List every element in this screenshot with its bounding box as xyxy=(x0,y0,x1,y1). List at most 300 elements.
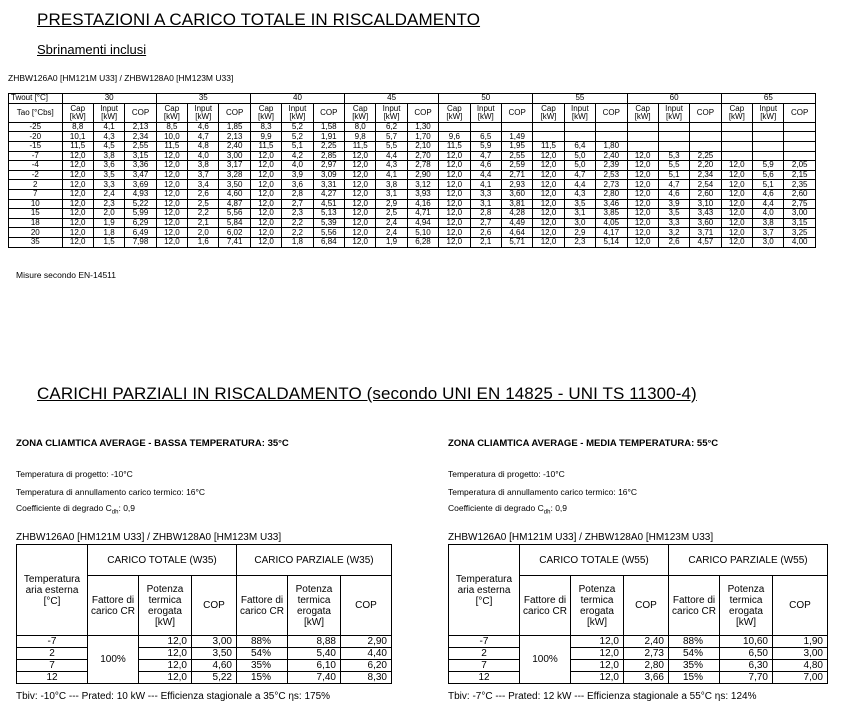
value-cell: 5,99 xyxy=(125,209,156,219)
table-row xyxy=(17,660,392,672)
value-cell: 3,81 xyxy=(501,199,532,209)
value-cell: 12,0 xyxy=(721,161,752,171)
value-cell: 12,0 xyxy=(627,151,658,161)
power-cell: 10,60 xyxy=(720,636,773,648)
table-row xyxy=(449,660,828,672)
value-cell: 5,56 xyxy=(219,209,250,219)
cr-cell: 15% xyxy=(669,672,720,684)
value-cell: 12,0 xyxy=(439,189,470,199)
partial-load-header: CARICO PARZIALE (W35) xyxy=(237,545,392,576)
value-cell: 4,93 xyxy=(125,189,156,199)
value-cell: 6,4 xyxy=(564,141,595,151)
value-cell: 1,30 xyxy=(407,122,438,132)
value-cell: 2,2 xyxy=(282,228,313,238)
value-cell: 9,8 xyxy=(345,132,376,142)
value-cell: 4,3 xyxy=(564,189,595,199)
value-cell: 12,0 xyxy=(533,180,564,190)
value-cell: 11,5 xyxy=(250,141,281,151)
value-cell: 4,00 xyxy=(784,237,816,247)
value-cell: 1,6 xyxy=(188,237,219,247)
value-cell: 12,0 xyxy=(439,237,470,247)
value-cell: 12,0 xyxy=(62,199,93,209)
value-cell: 3,93 xyxy=(407,189,438,199)
table-row xyxy=(9,218,816,228)
value-cell: 3,0 xyxy=(564,218,595,228)
value-cell: 5,1 xyxy=(282,141,313,151)
value-cell: 12,0 xyxy=(533,170,564,180)
value-cell: 3,47 xyxy=(125,170,156,180)
value-cell: 4,0 xyxy=(752,209,783,219)
left-partial-table xyxy=(16,544,392,684)
tao-cell: -25 xyxy=(9,122,63,132)
value-cell: 12,0 xyxy=(156,189,187,199)
power-cell: 7,70 xyxy=(720,672,773,684)
cr-cell: 88% xyxy=(669,636,720,648)
input-header: Input [kW] xyxy=(564,103,595,122)
value-cell: 6,02 xyxy=(219,228,250,238)
value-cell: 5,10 xyxy=(407,228,438,238)
value-cell: 2,73 xyxy=(596,180,627,190)
power-cell: 12,0 xyxy=(571,672,624,684)
value-cell: 9,9 xyxy=(250,132,281,142)
value-cell: 12,0 xyxy=(439,218,470,228)
value-cell: 12,0 xyxy=(156,199,187,209)
value-cell: 12,0 xyxy=(345,218,376,228)
value-cell xyxy=(564,122,595,132)
value-cell: 3,00 xyxy=(219,151,250,161)
value-cell: 12,0 xyxy=(721,209,752,219)
value-cell: 12,0 xyxy=(156,218,187,228)
value-cell: 5,0 xyxy=(564,151,595,161)
left-design-temp: Temperatura di progetto: -10°C xyxy=(16,469,133,479)
power-cell: 12,0 xyxy=(139,672,192,684)
value-cell xyxy=(784,132,816,142)
value-cell xyxy=(721,151,752,161)
value-cell: 3,0 xyxy=(752,237,783,247)
value-cell xyxy=(752,122,783,132)
value-cell: 2,71 xyxy=(501,170,532,180)
value-cell: 1,80 xyxy=(596,141,627,151)
twout-header: 60 xyxy=(627,94,721,104)
value-cell: 8,0 xyxy=(345,122,376,132)
table-row xyxy=(17,636,392,648)
value-cell: 12,0 xyxy=(62,151,93,161)
value-cell: 3,5 xyxy=(658,209,689,219)
cop-cell: 3,00 xyxy=(192,636,237,648)
cap-header: Cap [kW] xyxy=(627,103,658,122)
power-cell: 12,0 xyxy=(139,648,192,660)
value-cell: 2,85 xyxy=(313,151,344,161)
tao-cell: 10 xyxy=(9,199,63,209)
value-cell: 11,5 xyxy=(345,141,376,151)
value-cell: 2,1 xyxy=(188,218,219,228)
load-factor-header: Fattore di carico CR xyxy=(237,576,288,636)
load-factor-header: Fattore di carico CR xyxy=(520,576,571,636)
tao-cell: 35 xyxy=(9,237,63,247)
value-cell: 4,3 xyxy=(376,161,407,171)
value-cell: 1,95 xyxy=(501,141,532,151)
table-row xyxy=(9,228,816,238)
partial-load-header: CARICO PARZIALE (W55) xyxy=(669,545,828,576)
value-cell xyxy=(784,122,816,132)
value-cell: 12,0 xyxy=(533,151,564,161)
table-row xyxy=(9,209,816,219)
value-cell: 12,0 xyxy=(345,228,376,238)
value-cell: 5,0 xyxy=(564,161,595,171)
value-cell: 12,0 xyxy=(721,218,752,228)
value-cell: 12,0 xyxy=(156,180,187,190)
value-cell: 12,0 xyxy=(156,151,187,161)
value-cell: 5,3 xyxy=(658,151,689,161)
value-cell: 2,60 xyxy=(784,189,816,199)
value-cell: 12,0 xyxy=(250,218,281,228)
value-cell: 12,0 xyxy=(345,199,376,209)
value-cell: 3,69 xyxy=(125,180,156,190)
value-cell: 2,3 xyxy=(93,199,124,209)
cop-cell: 5,22 xyxy=(192,672,237,684)
value-cell: 12,0 xyxy=(345,209,376,219)
value-cell: 4,1 xyxy=(93,122,124,132)
value-cell: 3,8 xyxy=(188,161,219,171)
value-cell: 1,49 xyxy=(501,132,532,142)
value-cell: 1,58 xyxy=(313,122,344,132)
value-cell: 4,2 xyxy=(282,151,313,161)
table-row xyxy=(17,672,392,684)
twout-header: 55 xyxy=(533,94,627,104)
value-cell: 12,0 xyxy=(439,199,470,209)
value-cell: 12,0 xyxy=(250,151,281,161)
value-cell: 12,0 xyxy=(533,237,564,247)
tao-cell: -20 xyxy=(9,132,63,142)
value-cell: 4,1 xyxy=(376,170,407,180)
value-cell: 3,85 xyxy=(596,209,627,219)
value-cell xyxy=(721,141,752,151)
value-cell: 12,0 xyxy=(627,189,658,199)
value-cell: 2,5 xyxy=(188,199,219,209)
temp-cell: 7 xyxy=(17,660,88,672)
cop-cell: 2,73 xyxy=(624,648,669,660)
value-cell xyxy=(752,132,783,142)
value-cell: 12,0 xyxy=(721,170,752,180)
value-cell: 4,28 xyxy=(501,209,532,219)
value-cell: 4,4 xyxy=(376,151,407,161)
value-cell: 12,0 xyxy=(250,237,281,247)
value-cell: 12,0 xyxy=(533,161,564,171)
value-cell: 12,0 xyxy=(156,170,187,180)
value-cell: 6,5 xyxy=(470,132,501,142)
cop-header: COP xyxy=(407,103,438,122)
value-cell: 4,49 xyxy=(501,218,532,228)
value-cell: 2,3 xyxy=(564,237,595,247)
title-full-load: PRESTAZIONI A CARICO TOTALE IN RISCALDAMENTO xyxy=(37,10,481,29)
value-cell: 5,5 xyxy=(376,141,407,151)
value-cell: 4,7 xyxy=(658,180,689,190)
table-row xyxy=(9,189,816,199)
value-cell: 5,13 xyxy=(313,209,344,219)
power-cell: 8,88 xyxy=(288,636,341,648)
cr-cell: 15% xyxy=(237,672,288,684)
value-cell: 3,7 xyxy=(188,170,219,180)
value-cell: 5,84 xyxy=(219,218,250,228)
value-cell: 12,0 xyxy=(627,199,658,209)
input-header: Input [kW] xyxy=(282,103,313,122)
value-cell: 1,91 xyxy=(313,132,344,142)
value-cell xyxy=(501,122,532,132)
power-cell: 12,0 xyxy=(571,660,624,672)
table-row xyxy=(9,151,816,161)
value-cell: 12,0 xyxy=(533,228,564,238)
model-label-top: ZHBW126A0 [HM121M U33] / ZHBW128A0 [HM123M U33] xyxy=(8,73,234,83)
value-cell: 2,60 xyxy=(690,189,721,199)
tao-cell: 20 xyxy=(9,228,63,238)
value-cell: 12,0 xyxy=(345,151,376,161)
temp-cell: 12 xyxy=(449,672,520,684)
value-cell: 2,78 xyxy=(407,161,438,171)
value-cell: 4,6 xyxy=(752,189,783,199)
value-cell: 12,0 xyxy=(62,161,93,171)
value-cell: 3,6 xyxy=(282,180,313,190)
value-cell: 3,6 xyxy=(93,161,124,171)
cop-cell: 6,20 xyxy=(341,660,392,672)
value-cell: 5,39 xyxy=(313,218,344,228)
value-cell: 4,4 xyxy=(564,180,595,190)
power-header: Potenza termica erogata [kW] xyxy=(720,576,773,636)
value-cell: 2,20 xyxy=(690,161,721,171)
power-cell: 12,0 xyxy=(571,636,624,648)
value-cell: 12,0 xyxy=(439,209,470,219)
value-cell xyxy=(658,141,689,151)
value-cell: 12,0 xyxy=(439,161,470,171)
cr-total-cell: 100% xyxy=(88,636,139,684)
value-cell: 12,0 xyxy=(627,228,658,238)
value-cell: 12,0 xyxy=(250,170,281,180)
value-cell: 4,94 xyxy=(407,218,438,228)
outdoor-temp-header: Temperatura aria esterna [°C] xyxy=(449,545,520,636)
value-cell: 3,15 xyxy=(125,151,156,161)
value-cell xyxy=(752,141,783,151)
value-cell: 2,59 xyxy=(501,161,532,171)
value-cell: 11,5 xyxy=(439,141,470,151)
outdoor-temp-header: Temperatura aria esterna [°C] xyxy=(17,545,88,636)
table-row xyxy=(9,180,816,190)
value-cell: 4,4 xyxy=(752,199,783,209)
input-header: Input [kW] xyxy=(752,103,783,122)
value-cell: 5,2 xyxy=(282,122,313,132)
value-cell: 1,5 xyxy=(93,237,124,247)
value-cell: 12,0 xyxy=(721,180,752,190)
value-cell: 12,0 xyxy=(721,199,752,209)
power-cell: 12,0 xyxy=(139,636,192,648)
value-cell: 1,85 xyxy=(219,122,250,132)
table-row xyxy=(17,648,392,660)
performance-table xyxy=(8,93,816,248)
table-row xyxy=(449,636,828,648)
value-cell: 10,1 xyxy=(62,132,93,142)
cr-cell: 54% xyxy=(669,648,720,660)
value-cell: 3,31 xyxy=(313,180,344,190)
value-cell: 12,0 xyxy=(721,228,752,238)
power-cell: 6,50 xyxy=(720,648,773,660)
value-cell: 2,34 xyxy=(690,170,721,180)
value-cell: 2,5 xyxy=(376,209,407,219)
value-cell: 3,46 xyxy=(596,199,627,209)
value-cell: 12,0 xyxy=(533,189,564,199)
temp-cell: -7 xyxy=(449,636,520,648)
cop-cell: 2,80 xyxy=(624,660,669,672)
value-cell: 4,0 xyxy=(188,151,219,161)
value-cell: 4,57 xyxy=(690,237,721,247)
value-cell: 4,8 xyxy=(188,141,219,151)
value-cell: 12,0 xyxy=(533,209,564,219)
cr-cell: 35% xyxy=(669,660,720,672)
value-cell: 4,0 xyxy=(282,161,313,171)
value-cell: 3,1 xyxy=(470,199,501,209)
cop-header: COP xyxy=(690,103,721,122)
value-cell xyxy=(596,122,627,132)
value-cell: 12,0 xyxy=(627,180,658,190)
value-cell xyxy=(784,141,816,151)
value-cell: 2,13 xyxy=(219,132,250,142)
value-cell: 12,0 xyxy=(250,199,281,209)
tao-cell: -4 xyxy=(9,161,63,171)
value-cell: 2,0 xyxy=(93,209,124,219)
right-degradation-coef: Coefficiente di degrado $C_{dh}$: 0,9 xyxy=(448,503,568,516)
value-cell: 12,0 xyxy=(250,189,281,199)
cap-header: Cap [kW] xyxy=(533,103,564,122)
power-header: Potenza termica erogata [kW] xyxy=(139,576,192,636)
value-cell: 2,97 xyxy=(313,161,344,171)
value-cell: 5,14 xyxy=(596,237,627,247)
load-factor-header: Fattore di carico CR xyxy=(88,576,139,636)
cop-cell: 3,66 xyxy=(624,672,669,684)
value-cell xyxy=(627,141,658,151)
temp-cell: 2 xyxy=(449,648,520,660)
value-cell: 12,0 xyxy=(627,218,658,228)
value-cell: 4,27 xyxy=(313,189,344,199)
input-header: Input [kW] xyxy=(93,103,124,122)
value-cell: 3,25 xyxy=(784,228,816,238)
power-cell: 12,0 xyxy=(571,648,624,660)
tao-cell: -15 xyxy=(9,141,63,151)
value-cell: 4,64 xyxy=(501,228,532,238)
power-cell: 5,40 xyxy=(288,648,341,660)
value-cell: 2,39 xyxy=(596,161,627,171)
value-cell: 12,0 xyxy=(439,170,470,180)
value-cell: 12,0 xyxy=(62,228,93,238)
value-cell: 1,9 xyxy=(93,218,124,228)
measure-note: Misure secondo EN-14511 xyxy=(16,270,117,280)
value-cell: 5,2 xyxy=(282,132,313,142)
value-cell: 6,28 xyxy=(407,237,438,247)
twout-header: 50 xyxy=(439,94,533,104)
power-cell: 6,30 xyxy=(720,660,773,672)
temp-cell: 7 xyxy=(449,660,520,672)
cr-cell: 35% xyxy=(237,660,288,672)
value-cell: 4,3 xyxy=(93,132,124,142)
value-cell: 3,15 xyxy=(784,218,816,228)
power-cell: 7,40 xyxy=(288,672,341,684)
value-cell: 6,49 xyxy=(125,228,156,238)
table-row xyxy=(449,672,828,684)
value-cell: 3,3 xyxy=(658,218,689,228)
cop-header: COP xyxy=(341,576,392,636)
value-cell xyxy=(533,132,564,142)
right-model-label: ZHBW126A0 [HM121M U33] / ZHBW128A0 [HM123M U33] xyxy=(448,532,714,543)
value-cell: 12,0 xyxy=(345,189,376,199)
twout-header: 45 xyxy=(345,94,439,104)
twout-header: 40 xyxy=(250,94,344,104)
total-load-header: CARICO TOTALE (W35) xyxy=(88,545,237,576)
cop-cell: 4,40 xyxy=(341,648,392,660)
cop-header: COP xyxy=(624,576,669,636)
value-cell xyxy=(658,122,689,132)
value-cell: 6,84 xyxy=(313,237,344,247)
value-cell: 3,8 xyxy=(752,218,783,228)
cr-total-cell: 100% xyxy=(520,636,571,684)
value-cell: 3,4 xyxy=(188,180,219,190)
value-cell: 2,75 xyxy=(784,199,816,209)
value-cell: 4,60 xyxy=(219,189,250,199)
value-cell: 2,0 xyxy=(188,228,219,238)
value-cell: 2,25 xyxy=(690,151,721,161)
value-cell: 3,3 xyxy=(93,180,124,190)
left-zone: ZONA CLIAMTICA AVERAGE - BASSA TEMPERATURA: 35°C xyxy=(16,438,289,449)
right-partial-table xyxy=(448,544,828,684)
value-cell: 8,3 xyxy=(250,122,281,132)
cop-cell: 4,80 xyxy=(773,660,828,672)
cop-header: COP xyxy=(313,103,344,122)
value-cell: 12,0 xyxy=(62,180,93,190)
cap-header: Cap [kW] xyxy=(721,103,752,122)
value-cell: 5,7 xyxy=(376,132,407,142)
value-cell: 3,50 xyxy=(219,180,250,190)
cap-header: Cap [kW] xyxy=(156,103,187,122)
value-cell: 2,2 xyxy=(188,209,219,219)
value-cell: 2,4 xyxy=(376,218,407,228)
value-cell xyxy=(470,122,501,132)
value-cell: 3,7 xyxy=(752,228,783,238)
table-row xyxy=(9,170,816,180)
cop-cell: 8,30 xyxy=(341,672,392,684)
value-cell: 4,71 xyxy=(407,209,438,219)
value-cell: 12,0 xyxy=(156,161,187,171)
value-cell: 7,41 xyxy=(219,237,250,247)
value-cell xyxy=(721,122,752,132)
value-cell: 5,1 xyxy=(752,180,783,190)
cop-cell: 3,50 xyxy=(192,648,237,660)
cop-cell: 2,40 xyxy=(624,636,669,648)
value-cell: 2,6 xyxy=(188,189,219,199)
cop-cell: 2,90 xyxy=(341,636,392,648)
cop-header: COP xyxy=(192,576,237,636)
value-cell: 4,05 xyxy=(596,218,627,228)
value-cell: 2,93 xyxy=(501,180,532,190)
value-cell: 5,9 xyxy=(470,141,501,151)
value-cell: 12,0 xyxy=(439,151,470,161)
power-header: Potenza termica erogata [kW] xyxy=(288,576,341,636)
value-cell: 1,70 xyxy=(407,132,438,142)
value-cell: 4,5 xyxy=(93,141,124,151)
value-cell: 5,5 xyxy=(658,161,689,171)
cop-cell: 3,00 xyxy=(773,648,828,660)
value-cell: 3,2 xyxy=(658,228,689,238)
value-cell: 12,0 xyxy=(627,170,658,180)
value-cell: 2,4 xyxy=(376,228,407,238)
temp-cell: 12 xyxy=(17,672,88,684)
value-cell: 2,55 xyxy=(125,141,156,151)
temp-cell: -7 xyxy=(17,636,88,648)
input-header: Input [kW] xyxy=(376,103,407,122)
